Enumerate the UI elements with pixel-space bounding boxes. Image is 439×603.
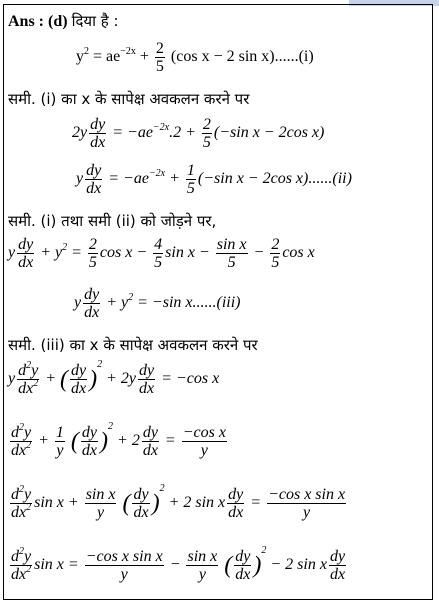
equation-second-derivative-4: $\frac{d^2y}{dx^2}$ sin x = $\frac{\text{−cos x sin x}}{y}$ − $\frac{\text{sin x}}{y}$ ( $\frac{dy}{dx}$ )$^2$ − 2 sin x $\frac{dy}{dx}$ (11, 545, 346, 583)
equation-i: $y^2 = ae^{-2x}$ + $\frac{2}{5}$ (cos x − 2 sin x)......(i) (76, 40, 314, 75)
answer-heading (8, 12, 119, 31)
equation-iii: y $\frac{dy}{dx}$ + $y^2 = -\sin$ x......(iii) (74, 286, 241, 321)
step-differentiate-i: समी. (i) का x के सापेक्ष अवकलन करने पर (8, 90, 250, 108)
equation-second-derivative-1: y $\frac{d^2y}{dx^2}$ + ( $\frac{dy}{dx}$ )$^2$ + 2y $\frac{dy}{dx}$ = −cos x (8, 359, 220, 397)
tag-iii: (iii) (216, 294, 241, 312)
equation-derivative: 2y $\frac{dy}{dx}$ = $-ae^{-2x}.2$ + $\frac{2}{5}$ (−sin x − 2cos x) (72, 116, 325, 151)
answer-text: दिया है : (71, 12, 119, 30)
tag-ii: (ii) (332, 170, 352, 188)
equation-sum: y $\frac{dy}{dx}$ + $y^2$ = $\frac{2}{5}$ cos x − $\frac{4}{5}$ sin x − $\frac{\text{sin x}}{5}$ − $\frac{2}{5}$ cos x (8, 236, 315, 271)
answer-label: Ans : (d) (8, 13, 68, 30)
equation-second-derivative-3: $\frac{d^2y}{dx^2}$ sin x + $\frac{\text{sin x}}{y}$ ( $\frac{dy}{dx}$ )$^2$ + 2 sin x $\frac{dy}{dx}$ = $\frac{\text{−cos x sin x}}{y}$ (11, 483, 346, 521)
step-differentiate-iii: समी. (iii) का x के सापेक्ष अवकलन करने पर (8, 336, 258, 354)
step-add-equations: समी. (i) तथा समी (ii) को जोड़ने पर, (8, 212, 217, 230)
equation-ii: y $\frac{dy}{dx}$ = $-ae^{-2x}$ + $\frac{1}{5}$ (−sin x − 2cos x)......(ii) (76, 162, 352, 197)
equation-second-derivative-2: $\frac{d^2y}{dx^2}$ + $\frac{1}{y}$ ( $\frac{dy}{dx}$ )$^2$ + 2 $\frac{dy}{dx}$ = $\frac{\text{−cos x}}{y}$ (11, 421, 226, 459)
tag-i: (i) (298, 48, 314, 66)
